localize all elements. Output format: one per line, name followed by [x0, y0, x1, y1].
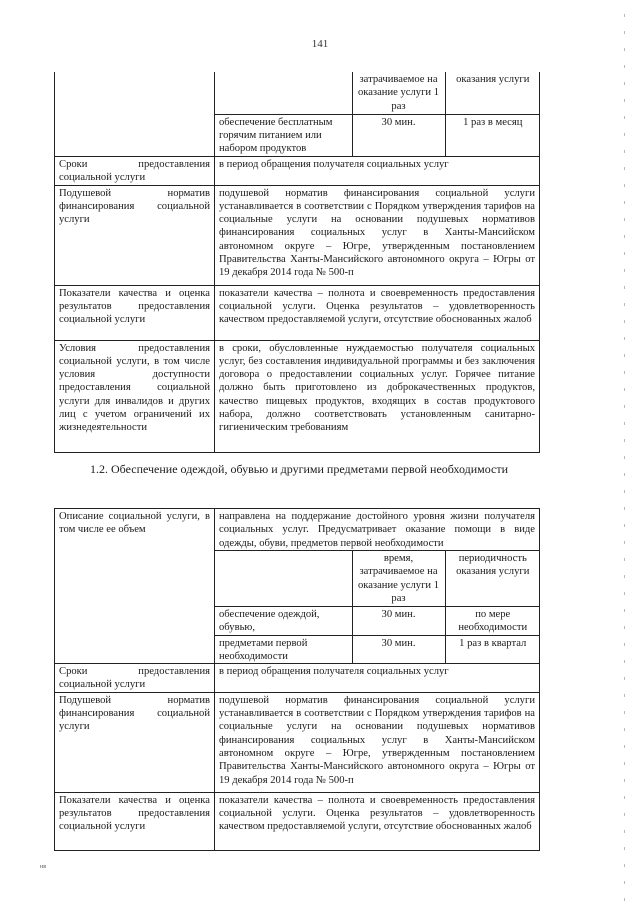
table2-row-financing — [55, 692, 540, 792]
table2-description-text: направлена на поддержание достойного уровня жизни получателя социальных услуг. Предусматривает оказание помощи в виде одежды, обуви, предметов первой необходимости — [219, 511, 535, 549]
table2-row-terms — [55, 664, 540, 693]
table2-subrow-name: обеспечение одеждой, обувью, — [215, 607, 352, 636]
table2-row-label: Сроки предоставления социальной услуги — [55, 664, 215, 693]
table1-row-terms — [55, 157, 540, 186]
table1-row-content: в сроки, обусловленные нуждаемостью получателя социальных услуг, без составления индивидуальной программы и без заключения договора о предоставлении социальных услуг. Горячее питание должно быть приготовлено из доброкачественных продуктов, качество пищевых продуктов, входящих в состав продуктового набора, должно соответствовать установленным санитарно-гигиеническим требованиям — [215, 340, 540, 452]
table2-row-description — [55, 509, 540, 664]
table2-subrow-name: предметами первой необходимости — [215, 635, 352, 663]
section-heading: 1.2. Обеспечение одеждой, обувью и другими предметами первой необходимости — [90, 462, 509, 476]
table1-row-quality — [55, 285, 540, 340]
table1-row-label: Условия предоставления социальной услуги, в том числе условия доступности предоставления социальной услуги для инвалидов и других лиц с учетом ограничений их жизнедеятельности — [55, 340, 215, 452]
page-number: 141 — [311, 38, 329, 50]
table1-header-periodicity: оказания услуги — [445, 72, 540, 114]
table1-row-label: Подушевой норматив финансирования социальной услуги — [55, 185, 215, 285]
table1-service-name: обеспечение бесплатным горячим питанием или набором продуктов — [215, 114, 352, 156]
table1-service-periodicity: 1 раз в месяц — [445, 114, 540, 156]
table2-subrow-time: 30 мин. — [352, 607, 445, 636]
table2-subrow-periodicity: 1 раз в квартал — [445, 635, 540, 663]
table1-row-label: Показатели качества и оценка результатов предоставления социальной услуги — [55, 285, 215, 340]
table1-subtable-cell — [215, 72, 540, 157]
table1-row-content: показатели качества – полнота и своевременность предоставления социальной услуги. Оценка результатов – удовлетворенность качеством предоставляемой услуги, отсутствие обоснованных жалоб — [215, 285, 540, 340]
table2-description-cell — [215, 509, 540, 664]
table1-row-financing — [55, 185, 540, 285]
table1-row-label: Сроки предоставления социальной услуги — [55, 157, 215, 186]
table1-row-conditions — [55, 340, 540, 452]
table1-subtable — [215, 72, 540, 156]
table2-header-time: время, затрачиваемое на оказание услуги 1 раз — [352, 551, 445, 607]
table2-row-label: Подушевой норматив финансирования социальной услуги — [55, 692, 215, 792]
table2-subtable — [215, 550, 540, 663]
services-table-1 — [54, 72, 540, 453]
table2-row-content: показатели качества – полнота и своевременность предоставления социальной услуги. Оценка результатов – удовлетворенность качеством предоставляемой услуги, отсутствие обоснованных жалоб — [215, 792, 540, 850]
table1-empty-label-cell — [55, 72, 215, 157]
table2-header-periodicity: периодичность оказания услуги — [445, 551, 540, 607]
table1-service-time: 30 мин. — [352, 114, 445, 156]
table1-header-time: затрачиваемое на оказание услуги 1 раз — [352, 72, 445, 114]
table1-row-content: в период обращения получателя социальных услуг — [215, 157, 540, 186]
table2-row-quality — [55, 792, 540, 850]
services-table-2 — [54, 508, 540, 851]
table2-subrow-periodicity: по мере необходимости — [445, 607, 540, 636]
footer-mark: нв — [40, 864, 47, 870]
table2-row-content: подушевой норматив финансирования социальной услуги устанавливается в соответствии с Порядком утверждения тарифов на социальные услуги на основании подушевых нормативов финансирования социальных услуг в Ханты-Мансийском автономном округе – Югре, утвержденным постановлением Правительства Ханты-Мансийского автономного округа – Югры от 19 декабря 2014 года № 500-п — [215, 692, 540, 792]
table2-row-content: в период обращения получателя социальных услуг — [215, 664, 540, 693]
table2-row-label: Описание социальной услуги, в том числе ее объем — [55, 509, 215, 664]
scan-artifact-line — [624, 0, 625, 905]
table1-row-content: подушевой норматив финансирования социальной услуги устанавливается в соответствии с Порядком утверждения тарифов на социальные услуги на основании подушевых нормативов финансирования социальных услуг в Ханты-Мансийском автономном округе – Югре, утвержденным постановлением Правительства Ханты-Мансийского автономного округа – Югры от 19 декабря 2014 года № 500-п — [215, 185, 540, 285]
table1-subtable-row — [55, 72, 540, 157]
table2-row-label: Показатели качества и оценка результатов предоставления социальной услуги — [55, 792, 215, 850]
table2-subrow-time: 30 мин. — [352, 635, 445, 663]
